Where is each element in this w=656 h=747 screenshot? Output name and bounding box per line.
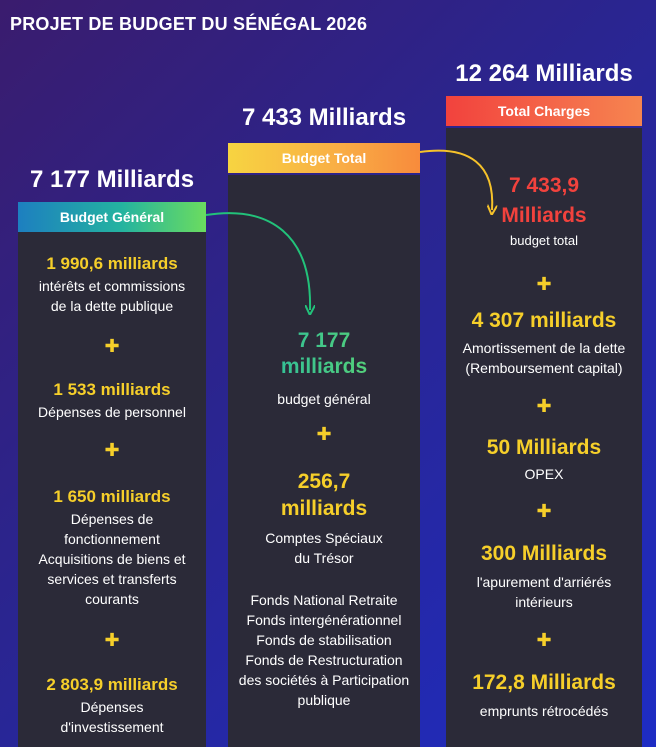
item-description: budget total [510,233,578,248]
plus-icon: ✚ [536,274,552,294]
item-description: OPEX [524,466,564,482]
item-amount: 1 990,6 milliards [46,254,178,273]
budget-total-tag: Budget Total [228,143,420,173]
budget-total-total: 7 433 Milliards [241,104,407,131]
total-charges-total: 12 264 Milliards [455,60,633,87]
item-amount: 300 Milliards [480,542,608,565]
item-amount: 172,8 Milliards [472,671,616,694]
arrow-total-to-charges [420,151,492,210]
item-description: Comptes Spéciaux du Trésor [265,530,383,566]
item-description: Amortissement de la dette (Remboursement capital) [462,340,626,376]
item-amount: 50 Milliards [486,436,602,459]
plus-icon: ✚ [104,630,120,650]
total-charges-tag: Total Charges [446,96,642,126]
item-description: intérêts et commissions de la dette publique [38,278,186,314]
plus-icon: ✚ [536,630,552,650]
item-amount: 4 307 milliards [471,309,617,332]
item-amount: 256,7 milliards [280,470,368,520]
arrow-general-to-total [206,213,310,310]
plus-icon: ✚ [536,501,552,521]
funds-list: Fonds National Retraite Fonds intergénérationnel Fonds de stabilisation Fonds de Restructuration des sociétés à Participation publique [238,592,410,708]
item-amount: 7 433,9 Milliards [501,174,587,227]
item-amount: 7 177 milliards [228,328,420,380]
plus-icon: ✚ [536,396,552,416]
item-description: l'apurement d'arriérés intérieurs [476,574,612,610]
item-description: Dépenses de personnel [38,404,186,420]
plus-icon: ✚ [316,424,332,444]
item-description: emprunts rétrocédés [479,703,609,719]
item-amount: 1 533 milliards [53,380,171,399]
item-amount: 2 803,9 milliards [46,675,178,694]
budget-general-total: 7 177 Milliards [29,166,195,193]
item-amount: 1 650 milliards [53,487,171,506]
budget-general-tag: Budget Général [18,202,206,232]
item-description: Dépenses d'investissement [60,699,164,735]
page-title: PROJET DE BUDGET DU SÉNÉGAL 2026 [10,14,368,34]
plus-icon: ✚ [104,336,120,356]
item-description: budget général [277,391,371,407]
item-description: Dépenses de fonctionnement Acquisitions de biens et services et transferts courants [38,511,186,607]
plus-icon: ✚ [104,440,120,460]
